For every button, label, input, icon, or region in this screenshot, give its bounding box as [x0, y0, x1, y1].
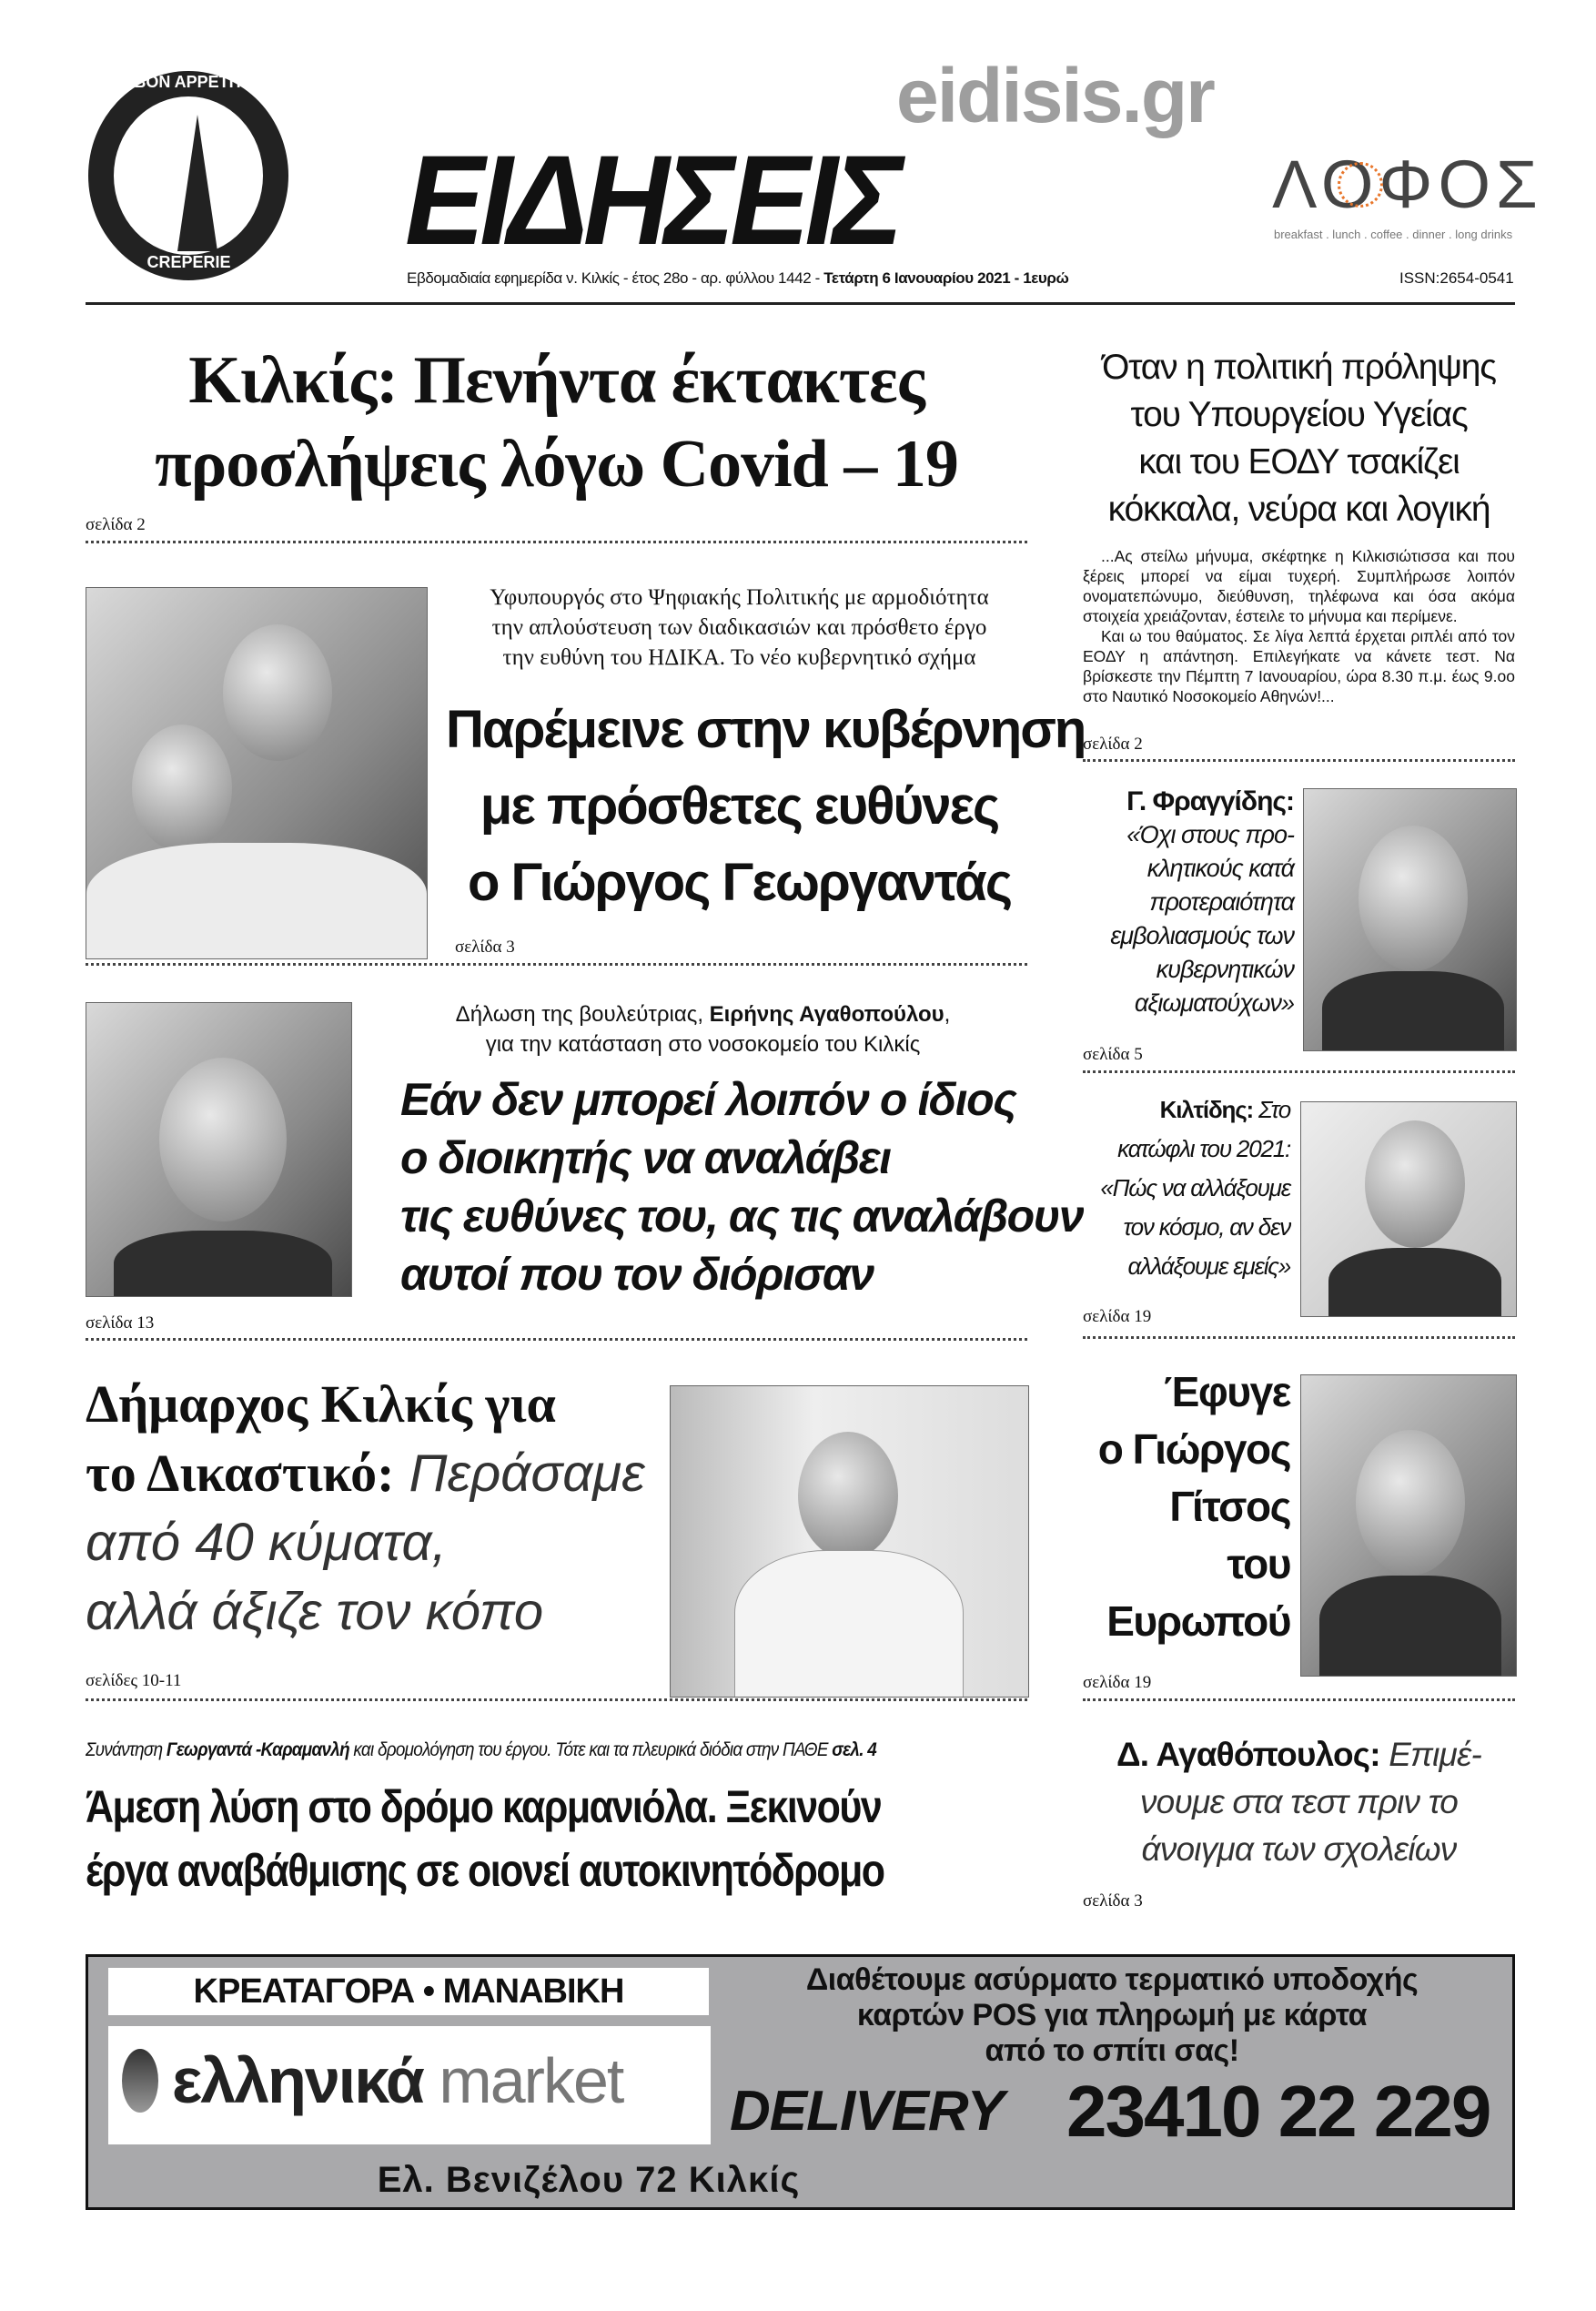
body-paragraph: Και ω του θαύματος. Σε λίγα λεπτά έρχεται ριπλέι από τον ΕΟΔΥ η απάντηση. Επιλεγήκατε να κάνετε τεστ. Να βρίσκεστε την Πέμπτη 7 Ιανουαρίου, ώρα 8.30 π.μ. έως 9.οο στο Ναυτικό Νοσοκομείο Αθηνών!...	[1083, 627, 1515, 705]
headline-line: αυτοί που τον διόρισαν	[400, 1249, 874, 1300]
page-ref: σελίδα 3	[1083, 1891, 1143, 1911]
divider	[86, 1698, 1027, 1701]
bon-appetit-logo-bottom-text: CREPERIE	[146, 253, 231, 271]
eody-headline	[1083, 344, 1515, 533]
lead-headline-line: προσλήψεις λόγω Covid – 19	[155, 427, 958, 502]
photo-agathopoulou	[86, 1002, 352, 1297]
quote-line: αλλάξουμε εμείς»	[1127, 1252, 1290, 1280]
quote-line: «Όχι στους προ-	[1126, 821, 1294, 848]
quote-line: κυβερνητικών	[1156, 956, 1294, 983]
headline-line: Όταν η πολιτική πρόληψης	[1102, 348, 1496, 387]
headline-line: Παρέμεινε στην κυβέρνηση	[446, 700, 1086, 759]
intro-text: ,	[944, 1002, 951, 1027]
road-headline	[86, 1775, 884, 1902]
headline-line: με πρόσθετες ευθύνες	[480, 776, 999, 836]
fraggidis-text	[1056, 785, 1294, 1020]
agathopoulos-text	[1083, 1731, 1515, 1873]
lofos-logo: ΛΟΦΟΣ	[1272, 147, 1543, 222]
ad-brand-text	[172, 2044, 622, 2117]
headline-line: Δήμαρχος Κιλκίς για	[86, 1374, 556, 1434]
quote-line: τον κόσμο, αν δεν	[1123, 1213, 1290, 1241]
quote-line: προτεραιότητα	[1149, 888, 1294, 916]
quote-line: άνοιγμα των σχολείων	[1141, 1830, 1457, 1868]
headline-line: από 40 κύματα,	[86, 1513, 447, 1572]
headline-line: του Υπουργείου Υγείας	[1130, 395, 1468, 434]
page-ref: σελ. 4	[832, 1739, 877, 1760]
ellinika-market-logo-icon	[122, 2049, 158, 2113]
page-ref: σελίδα 13	[86, 1313, 155, 1333]
divider	[86, 963, 1027, 966]
person-name: Γ. Φραγγίδης:	[1126, 786, 1294, 816]
headline-line: Γίτσος	[1169, 1483, 1290, 1530]
georgantas-headline	[446, 692, 1086, 921]
issue-info: Εβδομαδιαία εφημερίδα ν. Κιλκίς - έτος 28ο - αρ. φύλλου 1442 -	[407, 269, 824, 287]
headline-line: έργα αναβάθμισης σε οιονεί αυτοκινητόδρομο	[86, 1845, 884, 1896]
page-ref: σελίδα 2	[86, 515, 146, 534]
page-ref: σελίδα 5	[1083, 1045, 1143, 1064]
ad-phone: 23410 22 229	[1066, 2071, 1490, 2152]
quote-line: αξιωματούχων»	[1134, 989, 1294, 1017]
headline-line: ο Γιώργος Γεωργαντάς	[467, 853, 1011, 912]
headline-line: Εάν δεν μπορεί λοιπόν ο ίδιος	[400, 1074, 1016, 1125]
ad-store-box	[108, 1968, 709, 2015]
kicker-text: και δρομολόγηση του έργου. Τότε και τα πλευρικά διόδια στην ΠΑΘΕ	[348, 1739, 833, 1760]
mayor-headline	[86, 1370, 668, 1647]
headline-bold: το Δικαστικό:	[86, 1444, 395, 1503]
headline-line: Έφυγε	[1164, 1368, 1290, 1415]
divider	[1083, 1336, 1515, 1339]
eody-body	[1083, 546, 1515, 706]
divider	[1083, 759, 1515, 762]
quote-line: νουμε στα τεστ πριν το	[1139, 1783, 1459, 1820]
bon-appetit-logo	[88, 71, 288, 280]
intro-line: την ευθύνη του ΗΔΙΚΑ. Το νέο κυβερνητικό σχήμα	[502, 645, 976, 670]
quote-text: Επιμέ-	[1379, 1736, 1481, 1773]
intro-line: Υφυπουργός στο Ψηφιακής Πολιτικής με αρμοδιότητα	[490, 585, 989, 610]
photo-georgantas	[86, 587, 428, 959]
intro-line: για την κατάσταση στο νοσοκομείο του Κιλκίς	[485, 1032, 921, 1057]
headline-light: Περάσαμε	[394, 1444, 645, 1503]
ad-line: καρτών POS για πληρωμή με κάρτα	[856, 1998, 1368, 2032]
photo-mayor	[670, 1385, 1029, 1698]
ad-store-name: ΚΡΕΑΤΑΓΟΡΑ • ΜΑΝΑΒΙΚΗ	[193, 1972, 624, 2011]
intro-name: Ειρήνης Αγαθοπούλου	[709, 1002, 944, 1027]
website-name: eidisis.gr	[896, 53, 1214, 138]
lead-headline-line: Κιλκίς: Πενήντα έκτακτες	[188, 343, 924, 418]
newspaper-title: ΕΙΔΗΣΕΙΣ	[405, 128, 899, 271]
brand-part: market	[439, 2045, 623, 2116]
issn: ISSN:2654-0541	[1399, 269, 1514, 287]
photo-fraggidis	[1303, 788, 1517, 1051]
lead-headline	[86, 339, 1027, 506]
masthead-subtitle	[407, 269, 1069, 288]
quote-line: κατώφλι του 2021:	[1117, 1135, 1290, 1162]
advertisement	[86, 1954, 1515, 2210]
kiltidis-text	[1056, 1090, 1290, 1286]
lofos-tagline: breakfast . lunch . coffee . dinner . long drinks	[1274, 228, 1513, 241]
ad-pos-text	[725, 1962, 1499, 2069]
masthead-rule	[86, 302, 1515, 305]
divider	[1083, 1070, 1515, 1073]
headline-line: του	[1227, 1540, 1290, 1587]
page-ref: σελίδα 19	[1083, 1673, 1152, 1692]
kicker-text: Συνάντηση	[86, 1739, 167, 1760]
quote-text: Στο	[1253, 1096, 1290, 1123]
ad-brand-box	[108, 2026, 711, 2144]
page-ref: σελίδες 10-11	[86, 1671, 182, 1690]
divider	[1083, 1698, 1515, 1701]
ad-line: από το σπίτι σας!	[985, 2033, 1239, 2068]
agathopoulou-headline	[400, 1070, 1084, 1303]
photo-kiltidis	[1300, 1101, 1517, 1317]
quote-line: «Πώς να αλλάξουμε	[1100, 1174, 1290, 1201]
headline-line: κόκκαλα, νεύρα και λογική	[1107, 490, 1490, 529]
brand-part: ελληνικά	[172, 2045, 423, 2116]
page-ref: σελίδα 3	[455, 938, 515, 957]
intro-line: την απλούστευση των διαδικασιών και πρόσθετο έργο	[491, 615, 987, 640]
eiffel-tower-icon	[177, 115, 217, 251]
quote-line: κλητικούς κατά	[1146, 855, 1294, 882]
page-ref: σελίδα 2	[1083, 735, 1143, 754]
quote-line: εμβολιασμούς των	[1110, 922, 1294, 949]
page-ref: σελίδα 19	[1083, 1307, 1152, 1326]
body-paragraph: ...Ας στείλω μήνυμα, σκέφτηκε η Κιλκισιώτισσα και που ξέρεις μπορεί να είμαι τυχερή. Συμπλήρωσε λοιπόν ονοματεπώνυμο, διεύθυνση, τηλέφωνα και όσα ακόμα στοιχεία χρειάζονταν, έστειλε το μήνυμα και περίμενε.	[1083, 547, 1515, 625]
headline-line	[1083, 1731, 1515, 1779]
headline-line	[86, 1439, 668, 1508]
ad-delivery: DELIVERY	[730, 2080, 1004, 2143]
headline-line: ο διοικητής να αναλάβει	[400, 1132, 891, 1183]
intro-line	[382, 999, 1024, 1029]
agathopoulou-intro	[382, 999, 1024, 1059]
divider	[86, 1338, 1027, 1341]
headline-line: ο Γιώργος	[1097, 1425, 1290, 1473]
ad-line: Διαθέτουμε ασύρματο τερματικό υποδοχής	[805, 1962, 1419, 1997]
headline-line: Ευρωπού	[1106, 1597, 1290, 1645]
georgantas-intro	[446, 583, 1033, 673]
headline-line: και του ΕΟΔΥ τσακίζει	[1138, 442, 1460, 481]
photo-gitsos	[1300, 1374, 1517, 1677]
road-kicker	[86, 1738, 876, 1762]
headline-line: Άμεση λύση στο δρόμο καρμανιόλα. Ξεκινούν	[86, 1781, 882, 1832]
intro-text: Δήλωση της βουλεύτριας,	[455, 1002, 710, 1027]
lofos-sun-icon	[1338, 162, 1383, 208]
person-name: Κιλτίδης:	[1159, 1096, 1253, 1123]
ad-address: Ελ. Βενιζέλου 72 Κιλκίς	[377, 2160, 801, 2200]
headline-line: αλλά άξιζε τον κόπο	[86, 1582, 544, 1641]
bon-appetit-logo-top-text: BON APPETIT	[134, 73, 244, 91]
divider	[86, 541, 1027, 543]
gitsos-headline	[1065, 1363, 1290, 1650]
person-name: Δ. Αγαθόπουλος:	[1116, 1736, 1380, 1773]
headline-line: τις ευθύνες του, ας τις αναλάβουν	[400, 1191, 1084, 1242]
kicker-names: Γεωργαντά -Καραμανλή	[166, 1739, 349, 1760]
quote-line	[1056, 1090, 1290, 1130]
issue-date: Τετάρτη 6 Ιανουαρίου 2021 - 1ευρώ	[823, 269, 1069, 287]
